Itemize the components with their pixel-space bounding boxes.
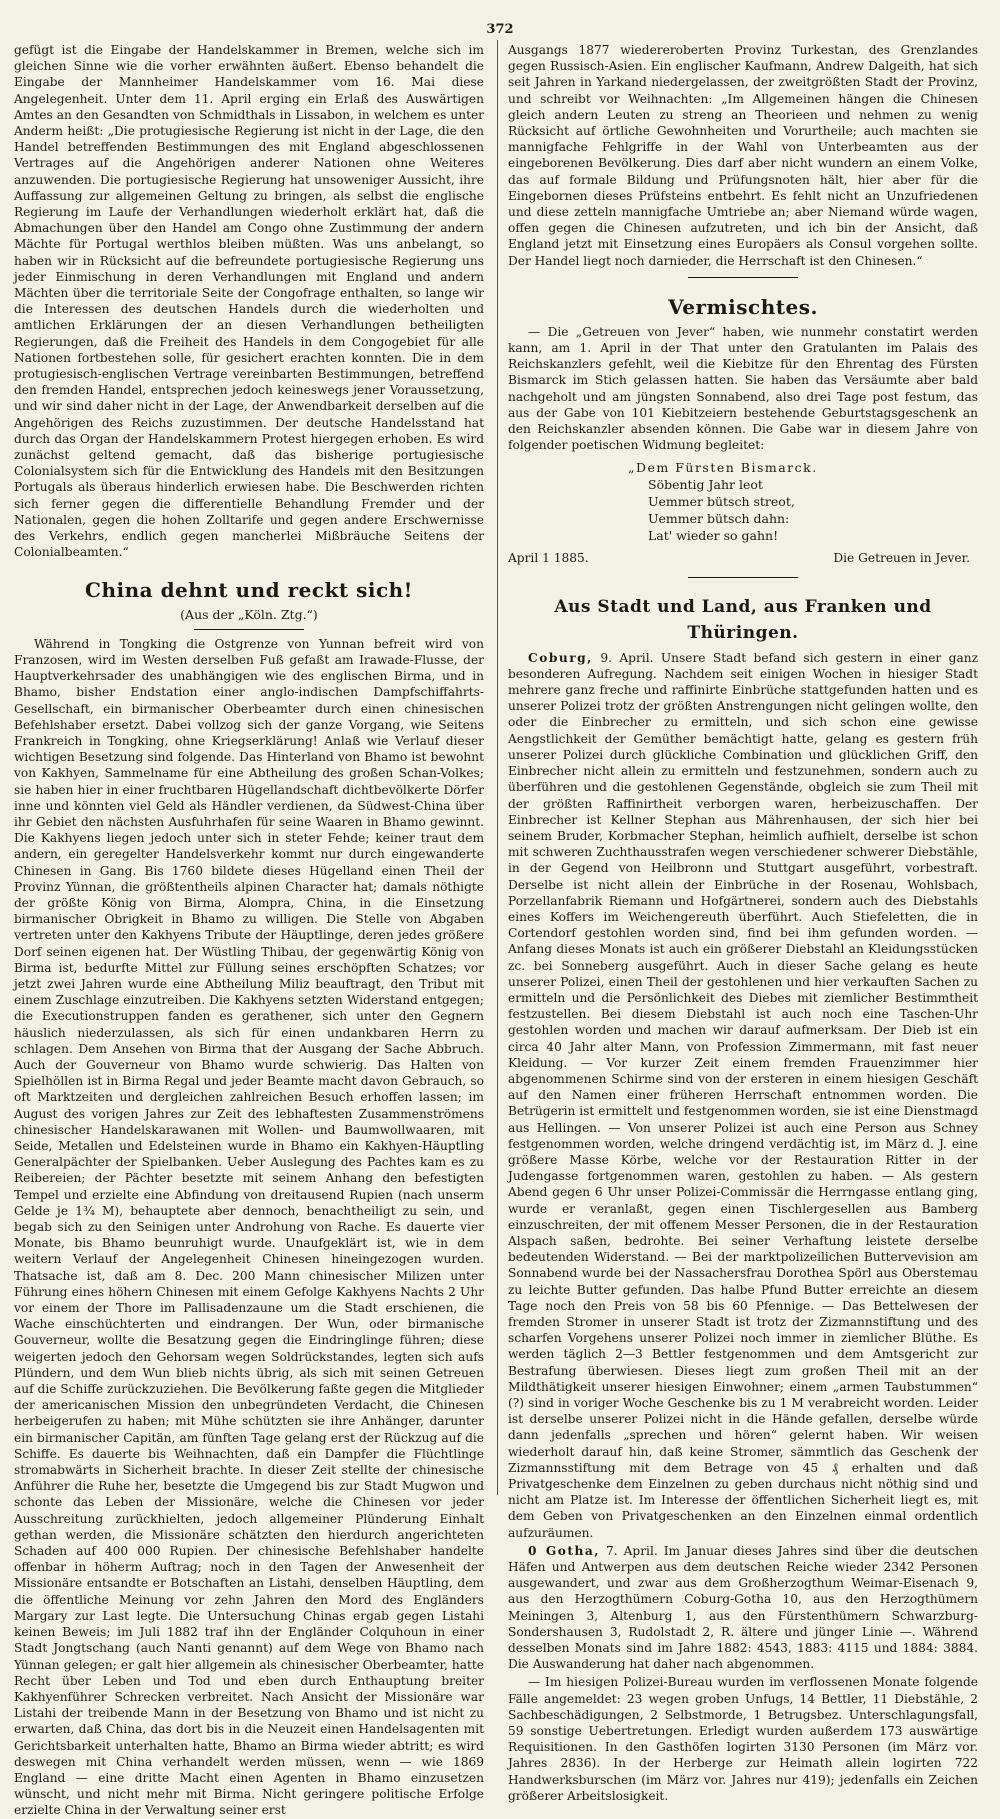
signature-date: April 1 1885.	[508, 551, 589, 566]
headline-rule	[688, 277, 798, 278]
article-congo-end: gefügt ist die Eingabe der Handelskammer in Bremen, welche sich im gleichen Sinne wie die vorher erwähnten äußert. Ebenso behandelt die Eingabe der Mannheimer Handelskammer vom 16. Mai diese Angelegenheit. Unter dem 11. April erging ein Erlaß des Auswärtigen Amtes an den Gesandten von Schmidthals in Lissabon, in welchem es unter Anderm heißt: „Die protugiesische Regierung ist nicht in der Lage, die den Handel betreffenden Bestimmungen des mit England abgeschlossenen Vertrages auf die Angehörigen anderer Nationen ohne Weiteres anzuwenden. Die portugiesische Regierung hat unsoweniger Aussicht, ihre Auffassung zur allgemeinen Geltung zu bringen, als selbst die englische Regierung im Laufe der Verhandlungen wiederholt erklärt hat, daß die Abmachungen über den Handel am Congo ohne Zustimmung der andern Mächte für Portugal werthlos bleiben müßten. Was uns anbelangt, so haben wir in Rücksicht auf die befreundete portugiesische Regierung uns jeder Einmischung in deren Verhandlungen mit England und andern Mächten über die territoriale Seite der Congofrage enthalten, so lange wir die Interessen des deutschen Handels durch die wiederholten und amtlichen Erklärungen der an diesen Verhandlungen betheiligten Regierungen, daß die Freiheit des Handels in dem Congogebiet für alle Nationen fortbestehen solle, für gesichert erachten konnten. Die in dem protugiesisch-englischen Vertrage vereinbarten Bestimmungen, betreffend den fremden Handel, entsprechen jedoch keineswegs jener Voraussetzung, und wir sind daher nicht in der Lage, der Anwendbarkeit derselben auf die Angehörigen des Reichs zuzustimmen. Der deutsche Handelsstand hat durch das Organ der Handelskammern Protest hiergegen erhoben. Es wird zunächst geltend gemacht, daß das bisherige portugiesische Colonialsystem sich für die Entwicklung des Handels mit den Besitzungen Portugals als überaus hinderlich erwiesen habe. Die Beschwerden richten sich ferner gegen die differentielle Behandlung Fremder und der Nationalen, gegen die hohen Zolltarife und gegen andere Erschwernisse des Verkehrs, endlich gegen mancherlei Mißbräuche Seitens der Colonialbeamten.“	[14, 43, 484, 560]
page-number: 372	[486, 22, 514, 37]
misc-article: — Die „Getreuen von Jever“ haben, wie nunmehr constatirt werden kann, am 1. April in der That unter den Gratulanten im Palais des Reichskanzlers gefehlt, weil die Kiebitze für den Ehrentag des Fürsten Bismarck im Stich gelassen hatten. Sie haben das Versäumte aber bald nachgeholt und am jüngsten Sonnabend, also drei Tage post festum, das aus der Gabe von 101 Kiebitzeiern bestehende Geburtstagsgeschenk an den Reichskanzler absenden können. Die Gabe war in diesem Jahre von folgender poetischen Widmung begleitet:	[508, 324, 978, 453]
china-article-continuation: Ausgangs 1877 wiedereroberten Provinz Turkestan, des Grenzlandes gegen Russisch-Asien. Ein englischer Kaufmann, Andrew Dalgeith, hat sich seit Jahren in Yarkand niedergelassen, der zweitgrößten Stadt der Provinz, und schreibt vor Weihnachten: „Im Allgemeinen hängen die Chinesen gleich andern Leuten zu streng an Theorieen und nehmen zu wenig Rücksicht auf örtliche Gewohnheiten und Vorurtheile; auch machten sie mannigfache Fehlgriffe in der Wahl von Unterbeamten aus der eingeborenen Bevölkerung. Dies darf aber nicht wundern an einem Volke, das auf formale Bildung und Prüfungsnoten hält, hier aber für die Eingebornen dieses Prüfsteins entbehrt. Es fehlt nicht an Unzufriedenen und diese zetteln mannigfache Umtriebe an; aber Niemand würde wagen, offen gegen die Chinesen aufzutreten, und ich bin der Ansicht, daß England jetzt mit Einsetzung eines Europäers als Consul vorgehen sollte. Der Handel liegt noch darnieder, die Herrschaft ist den Chinesen.“	[508, 43, 978, 268]
region-headline: Aus Stadt und Land, aus Franken und Thüringen.	[554, 596, 932, 643]
gotha-text: 7. April. Im Januar dieses Jahres sind über die deutschen Häfen und Antwerpen aus dem deutschen Reiche wieder 2342 Personen ausgewandert, und zwar aus dem Großherzogthum Weimar-Eisenach 9, aus den Herzogthümern Coburg-Gotha 10, aus den Herzogthümern Meiningen 3, Altenburg 1, aus den Fürstenthümern Schwarzburg-Sondershausen 3, Rudolstadt 2, R. ältere und jünger Linie —. Während desselben Monats sind im Jahre 1882: 4543, 1883: 4115 und 1884: 3884. Die Auswanderung hat daher nach abgenommen.	[508, 1543, 979, 1672]
headline-rule	[194, 629, 304, 630]
poem-title: „Dem Fürsten Bismarck.	[628, 460, 818, 476]
column-divider	[497, 40, 498, 1495]
column-left	[14, 42, 484, 1818]
poem-line: Uemmer bütsch dahn:	[648, 511, 790, 527]
police-report: — Im hiesigen Polizei-Bureau wurden im verflossenen Monate folgende Fälle angemeldet: 23 wegen groben Unfugs, 14 Bettler, 11 Diebstähle, 2 Sachbeschädigungen, 2 Selbstmorde, 1 Betrugsbez. Unterschlagungsfall, 59 sonstige Uebertretungen. Erledigt wurden außerdem 173 auswärtige Requisitionen. In den Gasthöfen logirten 3130 Personen (im März vor. Jahres 2836). In der Herberge zur Heimath allein logirten 722 Handwerksburschen (im März vor. Jahres nur 419); jedenfalls ein Zeichen größerer Arbeitslosigkeit.	[508, 1675, 978, 1803]
coburg-dateline: Coburg,	[528, 650, 593, 665]
signature-row	[508, 550, 978, 566]
poem-line: Söbentig Jahr leot	[648, 477, 763, 493]
china-headline: China dehnt und reckt sich!	[85, 577, 413, 602]
signature-name: Die Getreuen in Jever.	[833, 551, 970, 566]
china-article-body: Während in Tongking die Ostgrenze von Yunnan befreit wird von Franzosen, wird im Westen derselben Fuß gefaßt am Irawade-Flusse, der Hauptverkehrsader des unabhängigen wie des englischen Birma, und in Bhamo, bisher Endstation einer anglo-indischen Dampfschiffahrts-Gesellschaft, ein birmanischer Oberbeamter durch einen chinesischen Befehlshaber ersetzt. Dabei vollzog sich der ganze Vorgang, wie Seitens Frankreich in Tongking, ohne Kriegserklärung! Anlaß wie Verlauf dieser wichtigen Besetzung sind folgende. Das Hinterland von Bhamo ist bewohnt von Kakhyen, Sammelname für eine Abtheilung des großen Schan-Volkes; sie haben hier in einer fruchtbaren Hügellandschaft dichtbevölkerte Dörfer inne und könnten viel Geld als Händler verdienen, da Südwest-China über ihr Gebiet den nächsten Ausfuhrhafen für seine Waaren in Bhamo gewinnt. Die Kakhyens liegen jedoch unter sich in steter Fehde; keiner traut dem andern, ein geregelter Handelsverkehr kommt nur durch eingewanderte Chinesen in Gang. Bis 1760 bildete dieses Hügelland einen Theil der Provinz Yünnan, die größtentheils alpinen Character hat; damals nöthigte der größte König von Birma, Alompra, China, in die Einsetzung birmanischer Obrigkeit in Bhamo zu willigen. Die Stelle von Abgaben vertreten unter den Kakhyens Tribute der Häuptlinge, deren jedes größere Dorf seinen eigenen hat. Der Wüstling Thibau, der gegenwärtig König von Birma ist, bedurfte Mittel zur Füllung seines erschöpften Schatzes; vor jetzt zwei Jahren wurde eine Abtheilung Miliz beauftragt, den Tribut mit einem Zuschlage einzutreiben. Die Kakhyens setzten Widerstand entgegen; die Executionstruppen fanden es gerathener, sich unter den Gegnern häuslich niederzulassen, als sich für einen undankbaren Herrn zu schlagen. Dem Ansehen von Birma that der Ausgang der Sache Abbruch. Auch der Gouverneur von Bhamo wurde schwierig. Das Halten von Spielhöllen ist in Birma Regal und jeder Beamte macht davon Gebrauch, so oft Marktzeiten und dergleichen zahlreichen Besuch erhoffen lassen; im August des vorigen Jahres zur Zeit des lebhaftesten Zusammenströmens chinesischer Handelskarawanen mit Wollen- und Baumwollwaaren, mit Seide, Metallen und Edelsteinen wurde in Bhamo ein Kakhyen-Häuptling Generalpächter der Spielbanken. Ueber Auslegung des Pachtes kam es zu Reibereien; der Pächter besetzte mit seinem Anhang den befestigten Tempel und erzielte eine Abfindung von dreitausend Rupien (nach unserm Gelde je 1¾ M), behauptete aber dennoch, benachtheiligt zu sein, und begab sich zu den Seinigen unter Androhung von Rache. Es dauerte vier Monate, bis Bhamo beunruhigt wurde. Unaufgeklärt ist, wie in dem weitern Verlauf der Angelegenheit Chinesen hineingezogen wurden. Thatsache ist, daß am 8. Dec. 200 Mann chinesischer Milizen unter Führung eines höhern Chinesen mit einem Gefolge Kakhyens Nachts 2 Uhr vor einem der Thore im Pallisadenzaune um die Stadt erschienen, die Wache einschüchterten und eindrangen. Der Wun, oder birmanische Gouverneur, wollte die Besatzung gegen die Eindringlinge führen; diese weigerten jedoch den Gehorsam wegen Soldrückstandes, legten sich aufs Plündern, und dem Wun blieb nichts übrig, als sich mit seinen Getreuen auf die Schiffe zurückzuziehen. Die Bevölkerung faßte gegen die Mitglieder der americanischen Mission den unbegründeten Verdacht, die Chinesen herbeigerufen zu haben; mit Mühe schützten sie ihre Anhänger, darunter ein birmanischer Capitän, am fünften Tage gelang erst der Rückzug auf die Schiffe. Es dauerte bis Weihnachten, daß ein Dampfer die Flüchtlinge stromabwärts in Sicherheit brachte. In dieser Zeit stellte der chinesische Anführer die Ruhe her, besetzte die Umgegend bis zur Stadt Mugwon und schonte das Leben der Missionäre, welche die Chinesen vor jeder Ausschreitung zurückhielten, jedoch allgemeiner Plünderung Einhalt gethan werden, die Missionäre schätzten den hierdurch angerichteten Schaden auf 400 000 Rupien. Der chinesische Befehlshaber handelte offenbar in höherm Auftrag; noch in den Tagen der Anwesenheit der Missionäre entsandte er Botschaften an Listahi, denselben Häuptling, dem die öffentliche Meinung vor zehn Jahren den Mord des Engländers Margary zur Last legte. Die Untersuchung Chinas ergab gegen Listahi keinen Beweis; im Juli 1882 traf ihn der Engländer Colquhoun in einer Stadt Jongtschang (auch Nanti genannt) auf dem Wege von Bhamo nach Yünnan gelegen; er galt hier allgemein als chinesischer Oberbeamter, hatte Recht über Leben und Tod und eben durch Enthauptung breiter Kakhyenführer Schrecken verbreitet. Nach Ansicht der Missionäre war Listahi der treibende Mann in der Besetzung von Bhamo und ist nicht zu erwarten, daß China, das dort bis in die Neuzeit einen Handelsagenten mit Gerichtsbarkeit unterhalten hatte, Bhamo an Birma wieder abtritt; es wird deswegen mit China verhandelt werden müssen, wenn — wie 1869 England — eine dritte Macht einen Agenten in Bhamo einzusetzen wünscht, und nicht mehr mit Birma. Nicht geringere politische Erfolge erzielte China in der Verwaltung seiner erst	[14, 636, 484, 1818]
gotha-dateline: 0 Gotha,	[528, 1543, 601, 1558]
gotha-report	[508, 1543, 978, 1673]
misc-headline: Vermischtes.	[668, 294, 818, 319]
coburg-report	[508, 650, 978, 1541]
coburg-text: 9. April. Unsere Stadt befand sich gestern in einer ganz besonderen Aufregung. Nachdem seit einigen Wochen in hiesiger Stadt mehrere ganz freche und raffinirte Einbrüche stattgefunden hatten und es unserer Polizei trotz der größten Anstrengungen nicht gelingen wollte, den oder die Einbrecher zu ermitteln, und sich schon eine gewisse Aengstlichkeit der Gemüther bemächtigt hatte, gelang es gestern früh unserer Polizei durch glückliche Combination und glücklichen Griff, den Einbrecher nicht allein zu ermitteln und festzunehmen, sondern auch zu überführen und die gestohlenen Gegenstände, obgleich sie zum Theil mit der größten Raffinirtheit verborgen waren, herbeizuschaffen. Der Einbrecher ist Kellner Stephan aus Mährenhausen, der sich hier bei seinem Bruder, Korbmacher Stephan, heimlich aufhielt, derselbe ist schon mit schweren Zuchthausstrafen wegen verschiedener schwerer Diebstähle, in der Gegend von Heilbronn und Stuttgart ausgeführt, vorbestraft. Derselbe ist nicht allein der Einbrüche in der Rosenau, Wohlsbach, Porzellanfabrik Riemann und Hofgärtnerei, sondern auch des Diebstahls eines Koffers im Weichengereuth überführt. Auch Stiefeletten, die in Cortendorf gestohlen worden sind, find bei ihm gefunden worden. — Anfang dieses Monats ist auch ein größerer Diebstahl an Kleidungsstücken zc. bei Sonneberg ausgeführt. Auch in dieser Sache gelang es heute unserer Polizei, einen Theil der gestohlenen und hier verkauften Sachen zu ermitteln und die Persönlichkeit des Diebes mit ziemlicher Bestimmtheit festzustellen. Bei diesem Diebstahl ist auch noch eine Taschen-Uhr gestohlen worden und machen wir darauf aufmerksam. Der Dieb ist ein circa 40 Jahr alter Mann, von Profession Zimmermann, mit fast neuer Kleidung. — Vor kurzer Zeit einem fremden Frauenzimmer hier abgenommenen Schirme sind von der ersteren in einem hiesigen Geschäft auf den Namen einer früheren Herrschaft entnommen worden. Die Betrügerin ist ermittelt und festgenommen worden, sie ist eine Dienstmagd aus Hellingen. — Von unserer Polizei ist auch eine Person aus Schney festgenommen worden, welche dringend verdächtig ist, im März d. J. eine größere Masse Körbe, welche vor der Restauration Ritter in der Judengasse fortgenommen waren, gestohlen zu haben. — Als gestern Abend gegen 6 Uhr unser Polizei-Commissär die Herrngasse entlang ging, wurde er veranlaßt, gegen einen Tischlergesellen aus Bamberg einzuschreiten, der mit offenem Messer Personen, die in der Restauration Alspach saßen, bedrohte. Bei seiner Verhaftung leistete derselbe bedeutenden Widerstand. — Bei der marktpolizeilichen Buttervevision am Sonnabend wurde bei der Nassachersfrau Dorothea Spörl aus Oberstemau zu leichte Butter gefunden. Das halbe Pfund Butter erreichte an diesem Tage noch den Preis von 58 bis 60 Pfennige. — Das Bettelwesen der fremden Stromer in unserer Stadt ist trotz der Zizmannstiftung und des scharfen Vorgehens unserer Polizei noch immer in ziemlicher Blüthe. Es werden täglich 2—3 Bettler festgenommen und dem Amtsgericht zur Bestrafung überwiesen. Dieses liegt zum großen Theil mit an der Mildthätigkeit unserer hiesigen Einwohner; einem „armen Taubstummen“ (?) sind in voriger Woche Geschenke bis zu 1 M verabreicht worden. Leider ist derselbe unserer Polizei nicht in die Hände gefallen, derselbe würde dann jedenfalls „sprechen und hören“ gelernt haben. Wir weisen wiederholt darauf hin, daß keine Stromer, sämmtlich das Geschenk der Zizmannsstiftung mit dem Betrage von 45 ₰ erhalten und daß Privatgeschenke dem Einzelnen zu geben durchaus nicht nöthig sind und nicht am Platze ist. Im Interesse der öffentlichen Sicherheit liegt es, mit dem Geben von Privatgeschenken an den Einzelnen einmal ordentlich aufzuräumen.	[508, 650, 979, 1540]
china-source: (Aus der „Köln. Ztg.“)	[180, 606, 318, 622]
headline-rule	[688, 577, 798, 578]
poem-line: Uemmer bütsch streot,	[648, 494, 795, 510]
poem	[508, 459, 978, 544]
column-right	[508, 42, 979, 1803]
poem-line: Lat' wieder so gahn!	[648, 528, 779, 544]
